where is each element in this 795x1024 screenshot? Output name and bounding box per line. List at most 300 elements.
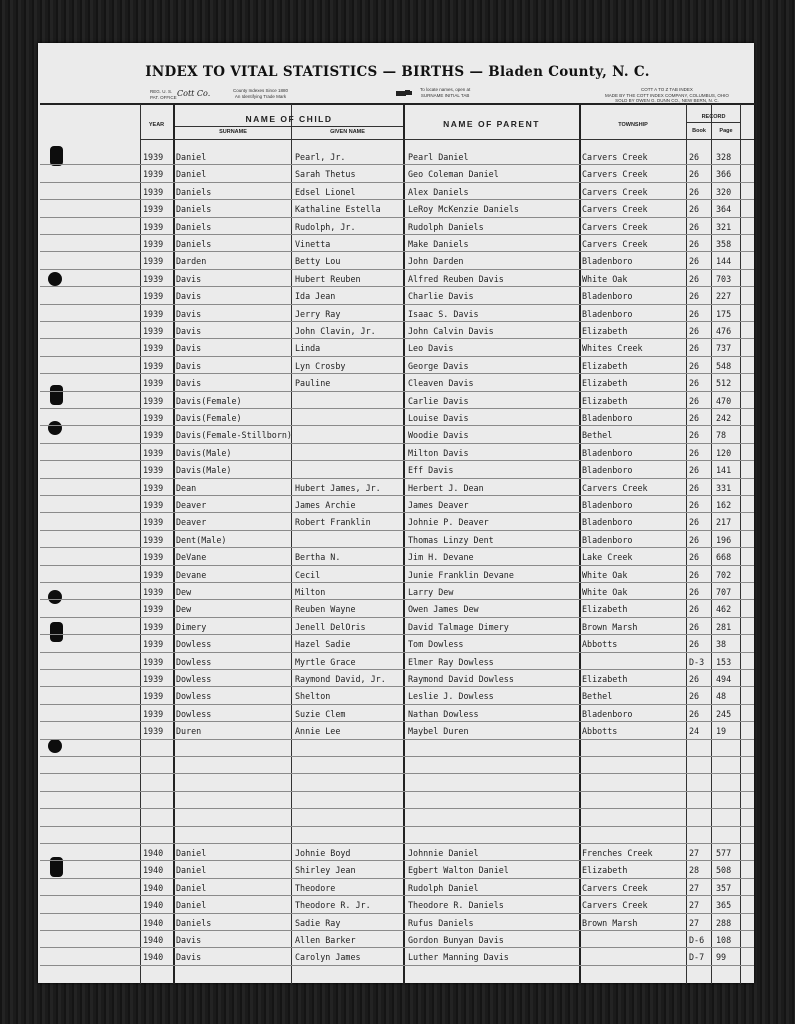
record-book: 26 — [689, 291, 700, 302]
record-township: Abbotts — [582, 726, 618, 737]
record-page: 494 — [716, 674, 732, 684]
table-row — [40, 182, 754, 200]
record-parent-name: John Darden — [408, 256, 464, 267]
table-row — [40, 930, 754, 948]
record-township: Lake Creek — [582, 552, 633, 563]
record-township: Elizabeth — [582, 604, 628, 615]
record-parent-name: John Calvin Davis — [408, 326, 494, 336]
header-rule — [40, 103, 755, 105]
record-parent-name: Owen James Dew — [408, 604, 479, 615]
record-surname: Dowless — [176, 691, 212, 702]
record-surname: Dowless — [176, 656, 212, 667]
record-book: 26 — [689, 169, 700, 180]
record-surname: Davis — [176, 378, 202, 389]
record-township: Elizabeth — [582, 360, 628, 371]
record-book: 28 — [689, 865, 700, 876]
record-year: 1939 — [143, 152, 164, 162]
record-township: Carvers Creek — [582, 186, 648, 197]
patent-note: COTT A TO Z TAB INDEX MADE BY THE COTT INDEX COMPANY, COLUMBUS, OHIO SOLD BY OWEN G. DUNN CO., NEW BERN, N. C. — [605, 87, 729, 103]
table-row — [40, 895, 754, 913]
record-year: 1939 — [143, 204, 164, 215]
record-given-name: Hazel Sadie — [295, 639, 351, 650]
table-row — [40, 443, 754, 461]
record-township: Elizabeth — [582, 865, 628, 876]
record-given-name: Rudolph, Jr. — [295, 221, 356, 232]
record-township: Brown Marsh — [582, 621, 638, 632]
record-book: 26 — [689, 221, 700, 232]
record-surname: Daniels — [176, 239, 212, 249]
record-year: 1939 — [143, 378, 164, 389]
record-page: 364 — [716, 204, 732, 215]
record-surname: Daniels — [176, 186, 212, 197]
locate-note: To locate names, open at SURNAME INITIAL TAB — [420, 87, 471, 98]
record-year: 1939 — [143, 465, 164, 476]
record-parent-name: Theodore R. Daniels — [408, 900, 504, 911]
record-page: 153 — [716, 656, 732, 667]
record-book: 26 — [689, 674, 700, 684]
header-record: RECORD — [701, 114, 726, 120]
record-township: Bladenboro — [582, 447, 633, 458]
record-township: Bladenboro — [582, 308, 633, 319]
record-given-name: Kathaline Estella — [295, 204, 381, 215]
record-page: 141 — [716, 465, 732, 476]
record-surname: Daniels — [176, 917, 212, 928]
record-township: Carvers Creek — [582, 221, 648, 232]
record-surname: Devane — [176, 569, 207, 580]
record-book: 26 — [689, 152, 700, 162]
record-book: 26 — [689, 273, 700, 284]
record-page: 217 — [716, 517, 732, 528]
record-surname: Davis(Female) — [176, 395, 242, 406]
record-surname: Dean — [176, 482, 197, 493]
record-year: 1939 — [143, 517, 164, 528]
record-parent-name: George Davis — [408, 360, 469, 371]
record-year: 1939 — [143, 621, 164, 632]
record-page: 245 — [716, 708, 732, 719]
record-parent-name: James Deaver — [408, 500, 469, 510]
record-book: 26 — [689, 430, 700, 441]
record-book: 27 — [689, 917, 700, 928]
record-township: Carvers Creek — [582, 882, 648, 893]
table-row — [40, 495, 754, 513]
table-row — [40, 530, 754, 548]
table-row — [40, 773, 754, 791]
table-row — [40, 947, 754, 965]
record-surname: Davis(Male) — [176, 465, 232, 476]
record-page: 196 — [716, 534, 732, 545]
table-row — [40, 217, 754, 235]
record-parent-name: Rufus Daniels — [408, 917, 474, 928]
record-surname: Dowless — [176, 708, 212, 719]
record-surname: Daniels — [176, 221, 212, 232]
record-year: 1939 — [143, 326, 164, 336]
record-year: 1939 — [143, 604, 164, 615]
table-row — [40, 391, 754, 409]
record-given-name: Cecil — [295, 569, 321, 580]
record-parent-name: Tom Dowless — [408, 639, 464, 650]
record-page: 357 — [716, 882, 732, 893]
record-surname: Davis(Female) — [176, 413, 242, 423]
record-year: 1940 — [143, 917, 164, 928]
record-parent-name: Egbert Walton Daniel — [408, 865, 509, 876]
record-page: 737 — [716, 343, 732, 354]
record-page: 707 — [716, 587, 732, 597]
record-year: 1939 — [143, 413, 164, 423]
record-parent-name: Louise Davis — [408, 413, 469, 423]
record-page: 321 — [716, 221, 732, 232]
record-given-name: Johnie Boyd — [295, 848, 351, 858]
record-page: 175 — [716, 308, 732, 319]
record-given-name: Reuben Wayne — [295, 604, 356, 615]
record-book: D-6 — [689, 935, 705, 945]
record-year: 1939 — [143, 674, 164, 684]
record-book: 27 — [689, 900, 700, 911]
table-row — [40, 478, 754, 496]
record-township: Brown Marsh — [582, 917, 638, 928]
record-book: 26 — [689, 552, 700, 563]
record-township: White Oak — [582, 273, 628, 284]
record-parent-name: Woodie Davis — [408, 430, 469, 441]
record-page: 162 — [716, 500, 732, 510]
record-township: Bladenboro — [582, 413, 633, 423]
record-township: Elizabeth — [582, 674, 628, 684]
record-given-name: Betty Lou — [295, 256, 341, 267]
record-surname: Dowless — [176, 674, 212, 684]
record-given-name: John Clavin, Jr. — [295, 326, 376, 336]
record-surname: Davis — [176, 952, 202, 963]
record-surname: Deaver — [176, 517, 207, 528]
record-year: 1939 — [143, 552, 164, 563]
record-surname: Dew — [176, 604, 192, 615]
table-row — [40, 234, 754, 252]
record-given-name: Annie Lee — [295, 726, 341, 737]
record-surname: Daniel — [176, 900, 207, 911]
record-parent-name: Cleaven Davis — [408, 378, 474, 389]
record-parent-name: Eff Davis — [408, 465, 454, 476]
table-row — [40, 826, 754, 844]
record-township: Carvers Creek — [582, 482, 648, 493]
table-row — [40, 739, 754, 757]
record-parent-name: Larry Dew — [408, 587, 454, 597]
table-row — [40, 652, 754, 670]
record-parent-name: Johnie P. Deaver — [408, 517, 489, 528]
record-surname: Deaver — [176, 500, 207, 510]
record-surname: Dowless — [176, 639, 212, 650]
record-parent-name: Carlie Davis — [408, 395, 469, 406]
table-row — [40, 460, 754, 478]
page-title: INDEX TO VITAL STATISTICS — BIRTHS — Bladen County, N. C. — [145, 64, 650, 80]
record-year: 1939 — [143, 447, 164, 458]
record-year: 1939 — [143, 186, 164, 197]
record-parent-name: Alex Daniels — [408, 186, 469, 197]
record-given-name: Jerry Ray — [295, 308, 341, 319]
record-surname: Duren — [176, 726, 202, 737]
record-township: Whites Creek — [582, 343, 643, 354]
table-row — [40, 425, 754, 443]
record-given-name: Edsel Lionel — [295, 186, 356, 197]
record-page: 288 — [716, 917, 732, 928]
record-township: Carvers Creek — [582, 900, 648, 911]
table-row — [40, 721, 754, 739]
record-book: 26 — [689, 413, 700, 423]
table-row — [40, 617, 754, 635]
record-township: Carvers Creek — [582, 169, 648, 180]
header-bottom-rule — [140, 139, 754, 140]
record-page: 242 — [716, 413, 732, 423]
record-parent-name: Isaac S. Davis — [408, 308, 479, 319]
record-township: Bladenboro — [582, 534, 633, 545]
record-page: 48 — [716, 691, 727, 702]
record-parent-name: Luther Manning Davis — [408, 952, 509, 963]
record-given-name: Sadie Ray — [295, 917, 341, 928]
record-parent-name: Junie Franklin Devane — [408, 569, 514, 580]
record-year: 1939 — [143, 500, 164, 510]
record-book: 26 — [689, 639, 700, 650]
record-book: 26 — [689, 500, 700, 510]
record-township: Bladenboro — [582, 465, 633, 476]
header-page: Page — [719, 128, 733, 134]
record-page: 470 — [716, 395, 732, 406]
table-row — [40, 408, 754, 426]
record-parent-name: Thomas Linzy Dent — [408, 534, 494, 545]
table-row — [40, 321, 754, 339]
record-book: 26 — [689, 308, 700, 319]
table-row — [40, 634, 754, 652]
record-surname: Daniel — [176, 865, 207, 876]
record-given-name: Myrtle Grace — [295, 656, 356, 667]
record-surname: Davis — [176, 273, 202, 284]
record-page: 512 — [716, 378, 732, 389]
record-parent-name: LeRoy McKenzie Daniels — [408, 204, 519, 215]
record-given-name: Milton — [295, 587, 326, 597]
record-surname: Dew — [176, 587, 192, 597]
header-name-of-parent: NAME OF PARENT — [443, 119, 540, 129]
table-row — [40, 669, 754, 687]
record-surname: Daniel — [176, 882, 207, 893]
record-surname: Davis(Female-Stillborn) — [176, 430, 292, 441]
table-row — [40, 704, 754, 722]
record-year: 1939 — [143, 169, 164, 180]
record-surname: Daniel — [176, 169, 207, 180]
record-surname: Dimery — [176, 621, 207, 632]
record-page: 548 — [716, 360, 732, 371]
record-surname: Darden — [176, 256, 207, 267]
record-township: Carvers Creek — [582, 204, 648, 215]
table-row — [40, 373, 754, 391]
record-parent-name: Charlie Davis — [408, 291, 474, 302]
record-parent-name: Gordon Bunyan Davis — [408, 935, 504, 945]
record-parent-name: Make Daniels — [408, 239, 469, 249]
record-given-name: Bertha N. — [295, 552, 341, 563]
record-page: 227 — [716, 291, 732, 302]
record-parent-name: Raymond David Dowless — [408, 674, 514, 684]
table-row — [40, 808, 754, 826]
record-given-name: Theodore R. Jr. — [295, 900, 371, 911]
header-surname: SURNAME — [219, 129, 247, 135]
record-book: 26 — [689, 447, 700, 458]
header-book: Book — [692, 128, 706, 134]
record-book: 26 — [689, 239, 700, 249]
table-row — [40, 756, 754, 774]
record-book: 26 — [689, 326, 700, 336]
record-given-name: Theodore — [295, 882, 336, 893]
record-year: 1939 — [143, 360, 164, 371]
record-page: 99 — [716, 952, 727, 963]
record-page: 508 — [716, 865, 732, 876]
record-page: 78 — [716, 430, 727, 441]
record-page: 577 — [716, 848, 732, 858]
record-surname: Dent(Male) — [176, 534, 227, 545]
table-row — [40, 286, 754, 304]
record-book: 27 — [689, 882, 700, 893]
record-year: 1939 — [143, 239, 164, 249]
record-given-name: Linda — [295, 343, 321, 354]
record-book: D-3 — [689, 656, 705, 667]
record-book: 26 — [689, 343, 700, 354]
record-parent-name: Rudolph Daniel — [408, 882, 479, 893]
record-book: 26 — [689, 395, 700, 406]
record-book: 26 — [689, 587, 700, 597]
record-surname: Davis — [176, 308, 202, 319]
table-row — [40, 599, 754, 617]
record-given-name: Hubert Reuben — [295, 273, 361, 284]
record-parent-name: Herbert J. Dean — [408, 482, 484, 493]
record-given-name: Shirley Jean — [295, 865, 356, 876]
record-surname: DeVane — [176, 552, 207, 563]
record-given-name: Hubert James, Jr. — [295, 482, 381, 493]
record-surname: Davis — [176, 935, 202, 945]
record-page: 358 — [716, 239, 732, 249]
record-surname: Davis — [176, 360, 202, 371]
record-page: 120 — [716, 447, 732, 458]
record-year: 1939 — [143, 256, 164, 267]
record-given-name: Robert Franklin — [295, 517, 371, 528]
table-row — [40, 251, 754, 269]
record-year: 1940 — [143, 900, 164, 911]
record-page: 281 — [716, 621, 732, 632]
record-surname: Daniels — [176, 204, 212, 215]
record-year: 1939 — [143, 726, 164, 737]
record-book: D-7 — [689, 952, 705, 963]
brand-tagline: County Indexes Since 1880 An Identifying Trade Mark — [233, 88, 289, 99]
table-row — [40, 164, 754, 182]
record-page: 366 — [716, 169, 732, 180]
record-page: 38 — [716, 639, 727, 650]
record-year: 1939 — [143, 221, 164, 232]
record-parent-name: Elmer Ray Dowless — [408, 656, 494, 667]
record-book: 26 — [689, 534, 700, 545]
record-given-name: Vinetta — [295, 239, 331, 249]
record-year: 1940 — [143, 865, 164, 876]
record-given-name: Shelton — [295, 691, 331, 702]
record-year: 1939 — [143, 569, 164, 580]
record-page: 668 — [716, 552, 732, 563]
record-parent-name: Leo Davis — [408, 343, 454, 354]
header-township: TOWNSHIP — [618, 122, 648, 128]
record-surname: Daniel — [176, 848, 207, 858]
header-subrule — [175, 126, 403, 127]
record-page: 328 — [716, 152, 732, 162]
record-parent-name: Maybel Duren — [408, 726, 469, 737]
record-township: Bladenboro — [582, 291, 633, 302]
record-book: 26 — [689, 256, 700, 267]
record-year: 1939 — [143, 656, 164, 667]
record-book: 26 — [689, 569, 700, 580]
table-row — [40, 791, 754, 809]
record-page: 320 — [716, 186, 732, 197]
brand-logo: Cott Co. — [177, 89, 211, 98]
record-year: 1939 — [143, 395, 164, 406]
record-page: 19 — [716, 726, 727, 737]
record-township: Elizabeth — [582, 395, 628, 406]
record-year: 1939 — [143, 482, 164, 493]
table-row — [40, 269, 754, 287]
record-surname: Daniel — [176, 152, 207, 162]
record-book: 26 — [689, 517, 700, 528]
record-year: 1939 — [143, 587, 164, 597]
record-book: 26 — [689, 378, 700, 389]
table-row — [40, 356, 754, 374]
table-row — [40, 147, 754, 165]
record-given-name: Raymond David, Jr. — [295, 674, 386, 684]
record-given-name: Lyn Crosby — [295, 360, 346, 371]
record-township: White Oak — [582, 587, 628, 597]
table-row — [40, 686, 754, 704]
record-year: 1940 — [143, 935, 164, 945]
record-book: 26 — [689, 186, 700, 197]
record-page: 144 — [716, 256, 732, 267]
record-given-name: Suzie Clem — [295, 708, 346, 719]
table-row — [40, 304, 754, 322]
record-page: 462 — [716, 604, 732, 615]
record-given-name: Jenell DelOris — [295, 621, 366, 632]
record-parent-name: Johnnie Daniel — [408, 848, 479, 858]
table-row — [40, 547, 754, 565]
record-page: 331 — [716, 482, 732, 493]
record-year: 1940 — [143, 848, 164, 858]
record-parent-name: Jim H. Devane — [408, 552, 474, 563]
form-number: REG. U. S. PAT. OFFICE — [150, 89, 177, 100]
record-page: 476 — [716, 326, 732, 336]
record-township: Frenches Creek — [582, 848, 653, 858]
record-year: 1939 — [143, 291, 164, 302]
record-year: 1940 — [143, 882, 164, 893]
record-parent-name: Nathan Dowless — [408, 708, 479, 719]
record-book: 27 — [689, 848, 700, 858]
header-subrule — [687, 122, 740, 123]
record-year: 1939 — [143, 343, 164, 354]
record-year: 1939 — [143, 273, 164, 284]
record-township: White Oak — [582, 569, 628, 580]
table-row — [40, 878, 754, 896]
record-book: 26 — [689, 621, 700, 632]
table-row — [40, 512, 754, 530]
record-surname: Davis — [176, 343, 202, 354]
record-given-name: Carolyn James — [295, 952, 361, 963]
record-year: 1940 — [143, 952, 164, 963]
record-year: 1939 — [143, 691, 164, 702]
record-book: 26 — [689, 708, 700, 719]
record-township: Bladenboro — [582, 517, 633, 528]
record-given-name: Allen Barker — [295, 935, 356, 945]
header-year: YEAR — [148, 122, 165, 128]
record-book: 26 — [689, 360, 700, 371]
record-given-name: James Archie — [295, 500, 356, 510]
record-book: 26 — [689, 482, 700, 493]
record-given-name: Sarah Thetus — [295, 169, 356, 180]
record-parent-name: David Talmage Dimery — [408, 621, 509, 632]
record-township: Bethel — [582, 691, 613, 702]
